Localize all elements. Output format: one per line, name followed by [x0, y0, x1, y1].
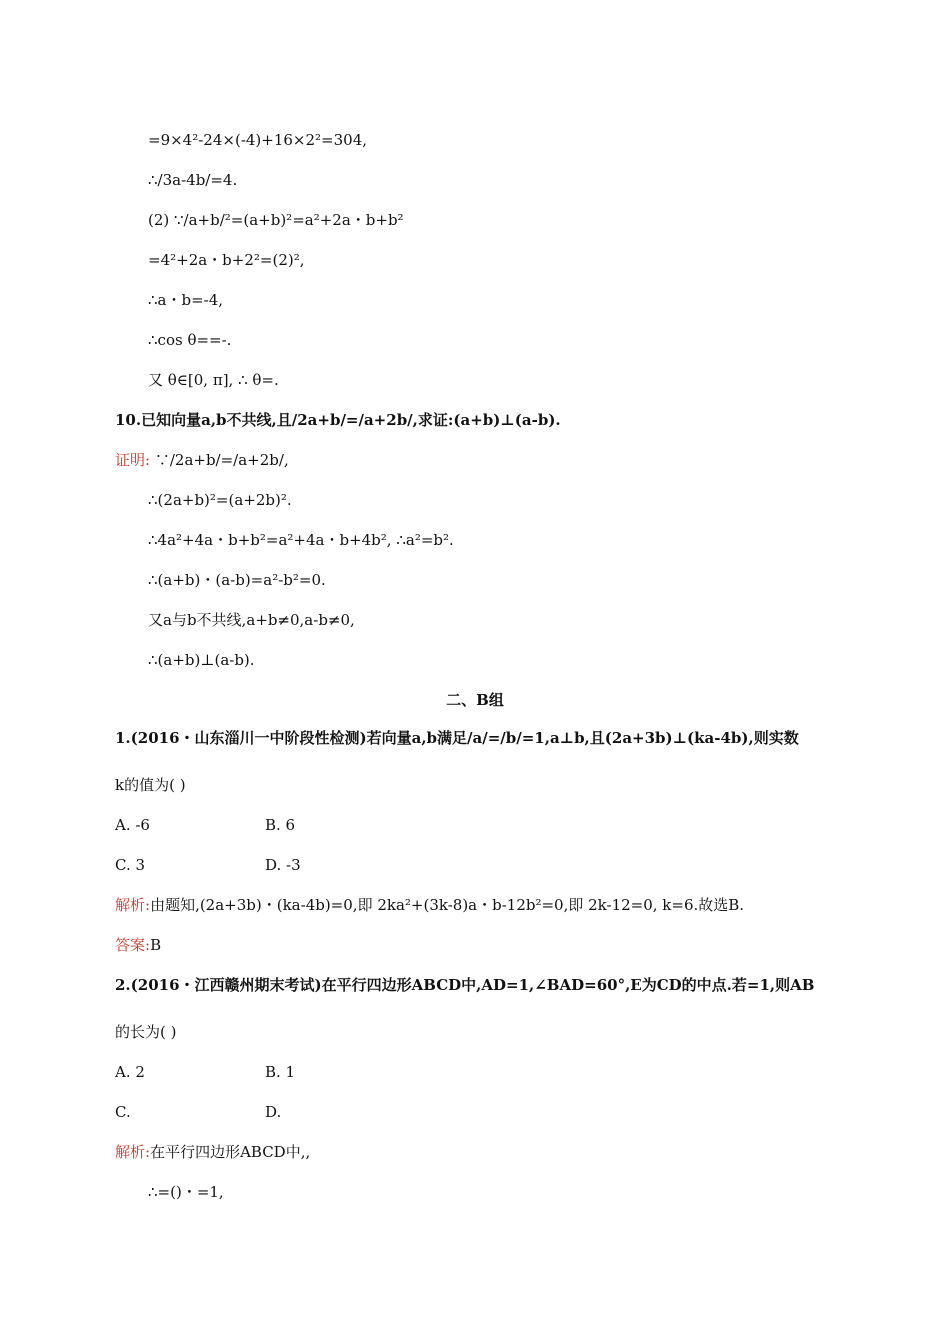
option-b: B. 6 [265, 816, 296, 834]
option-c: C. [115, 1103, 131, 1121]
proof-label: 证明: [115, 451, 151, 469]
derivation-line-2: ∴/3a-4b/=4. [148, 171, 238, 189]
option-a: A. -6 [115, 816, 150, 834]
proof-line: ∴(a+b)⊥(a-b). [148, 651, 255, 669]
derivation-line-4: =4²+2a・b+2²=(2)², [148, 251, 305, 269]
proof-line: ∴4a²+4a・b+b²=a²+4a・b+4b², ∴a²=b². [148, 531, 454, 549]
proof-line: ∴(a+b)・(a-b)=a²-b²=0. [148, 571, 326, 589]
derivation-line: ∴=()・=1, [148, 1183, 224, 1201]
derivation-line-1: =9×4²-24×(-4)+16×2²=304, [148, 131, 368, 149]
analysis-label: 解析: [115, 1143, 151, 1161]
question-1-line-1: 1.(2016・山东淄川一中阶段性检测)若向量a,b满足/a/=/b/=1,a⊥b,且(2a+3b)⊥(ka-4b),则实数 [115, 729, 799, 747]
derivation-line-5: ∴a・b=-4, [148, 291, 224, 309]
question-2-line-1: 2.(2016・江西赣州期末考试)在平行四边形ABCD中,AD=1,∠BAD=60°,E为CD的中点.若=1,则AB [115, 976, 815, 994]
option-c: C. 3 [115, 856, 146, 874]
section-title: 二、B组 [446, 691, 504, 709]
question-2-line-2: 的长为( ) [115, 1023, 177, 1041]
analysis-label: 解析: [115, 896, 151, 914]
derivation-line-7: 又 θ∈[0, π], ∴ θ=. [148, 371, 279, 389]
answer-value: B [150, 936, 162, 954]
option-d: D. [265, 1103, 282, 1121]
option-a: A. 2 [115, 1063, 145, 1081]
analysis-line [115, 1142, 310, 1162]
derivation-line-3: (2) ∵/a+b/²=(a+b)²=a²+2a・b+b² [148, 211, 404, 229]
answer-line [115, 935, 161, 955]
proof-line: ∴(2a+b)²=(a+2b)². [148, 491, 292, 509]
option-b: B. 1 [265, 1063, 296, 1081]
analysis-text: 在平行四边形ABCD中,, [150, 1143, 311, 1161]
proof-first-line [115, 450, 289, 470]
analysis-line [115, 895, 744, 915]
analysis-text: 由题知,(2a+3b)・(ka-4b)=0,即 2ka²+(3k-8)a・b-12b²=0,即 2k-12=0, k=6.故选B. [150, 896, 745, 914]
question-10: 10.已知向量a,b不共线,且/2a+b/=/a+2b/,求证:(a+b)⊥(a-b). [115, 411, 561, 429]
proof-line: 又a与b不共线,a+b≠0,a-b≠0, [148, 611, 355, 629]
answer-label: 答案: [115, 936, 151, 954]
question-1-line-2: k的值为( ) [115, 776, 186, 794]
derivation-line-6: ∴cos θ==-. [148, 331, 232, 349]
option-d: D. -3 [265, 856, 301, 874]
proof-line: ∵/2a+b/=/a+2b/, [154, 451, 289, 469]
